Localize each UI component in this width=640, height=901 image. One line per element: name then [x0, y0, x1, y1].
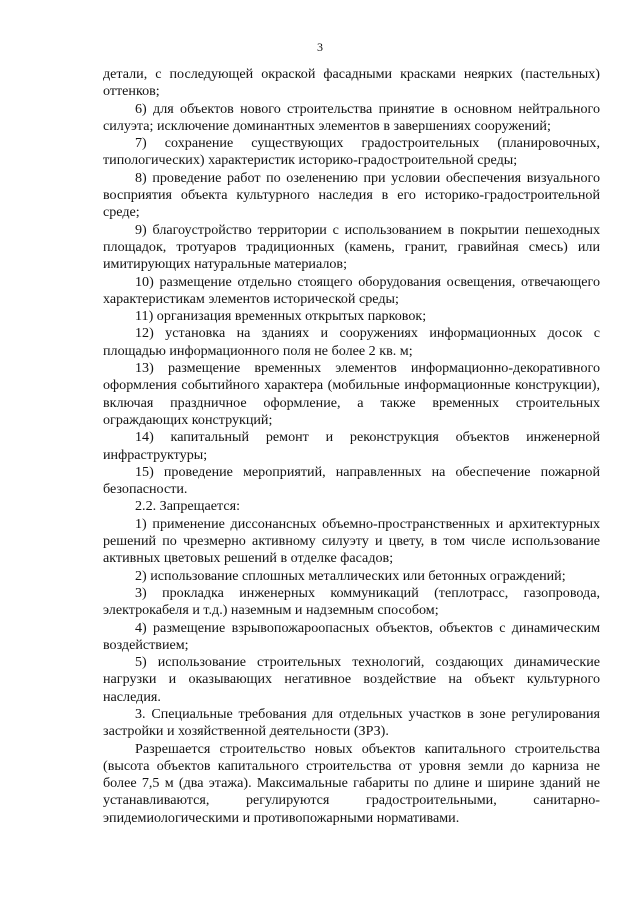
paragraph-item-15: 15) проведение мероприятий, направленных на обеспечение пожарной безопасности.	[103, 463, 600, 498]
paragraph-item-9: 9) благоустройство территории с использованием в покрытии пешеходных площадок, тротуаров традиционных (камень, гранит, гравийная смесь) или имитирующих натуральные материалов;	[103, 221, 600, 273]
paragraph-item-14: 14) капитальный ремонт и реконструкция объектов инженерной инфраструктуры;	[103, 429, 600, 463]
paragraph-prohibited-4: 4) размещение взрывопожароопасных объектов, объектов с динамическим воздействием;	[103, 619, 600, 653]
page-number: 3	[317, 40, 323, 54]
document-body	[103, 66, 600, 827]
paragraph-item-11: 11) организация временных открытых парковок;	[135, 308, 427, 325]
paragraph-continuation: детали, с последующей окраской фасадными красками неярких (пастельных) оттенков;	[103, 66, 600, 100]
paragraph-item-6: 6) для объектов нового строительства принятие в основном нейтрального силуэта; исключение доминантных элементов в завершениях сооружений;	[103, 100, 600, 134]
paragraph-item-12: 12) установка на зданиях и сооружениях информационных досок с площадью информационного поля не более 2 кв. м;	[103, 325, 600, 359]
paragraph-permitted: Разрешается строительство новых объектов капитального строительства (высота объектов капитального строительства от уровня земли до карниза не более 7,5 м (два этажа). Максимальные габариты по длине и ширине зданий не устанавливаются, регулируются градостроительными, санитарно-эпидемиологическими и противопожарными нормативами.	[103, 740, 600, 826]
paragraph-prohibited-5: 5) использование строительных технологий, создающих динамические нагрузки и оказывающих негативное воздействие на объект культурного наследия.	[103, 654, 600, 705]
paragraph-prohibited-3: 3) прокладка инженерных коммуникаций (теплотрасс, газопровода, электрокабеля и т.д.) наземным и надземным способом;	[103, 584, 600, 619]
paragraph-item-10: 10) размещение отдельно стоящего оборудования освещения, отвечающего характеристикам элементов исторической среды;	[103, 273, 600, 307]
section-heading-3: 3. Специальные требования для отдельных участков в зоне регулирования застройки и хозяйственной деятельности (ЗРЗ).	[103, 705, 600, 740]
paragraph-item-13: 13) размещение временных элементов информационно-декоративного оформления событийного характера (мобильные информационные конструкции), включая праздничное оформление, а также временных строительных ограждающих конструкций;	[103, 360, 600, 428]
paragraph-prohibited-2: 2) использование сплошных металлических или бетонных ограждений;	[135, 567, 566, 584]
paragraph-prohibited-1: 1) применение диссонансных объемно-пространственных и архитектурных решений по чрезмерно активному силуэту и цвету, в том числе использование активных цветовых решений в отделке фасадов;	[103, 515, 600, 567]
paragraph-item-8: 8) проведение работ по озеленению при условии обеспечения визуального восприятия объекта культурного наследия в его историко-градостроительной среде;	[103, 169, 600, 221]
paragraph-item-7: 7) сохранение существующих градостроительных (планировочных, типологических) характеристик историко-градостроительной среды;	[103, 135, 600, 169]
section-heading-2-2: 2.2. Запрещается:	[135, 498, 240, 515]
